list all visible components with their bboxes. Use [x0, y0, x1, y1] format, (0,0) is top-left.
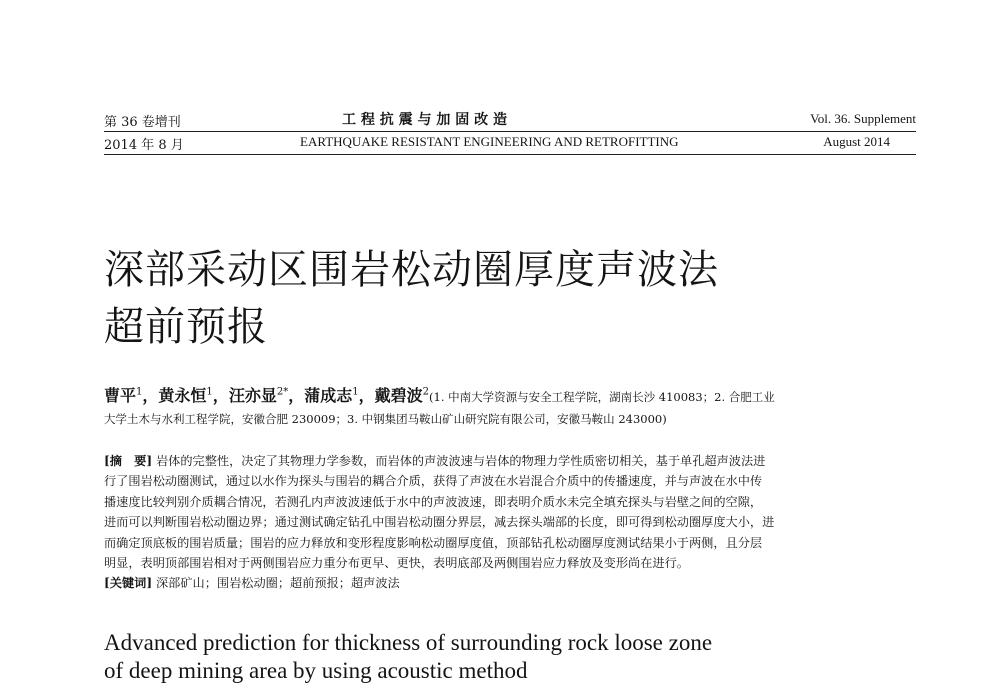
title-cn-line2: 超前预报 — [104, 304, 268, 350]
author-line — [104, 383, 775, 406]
author-sup: 1 — [352, 386, 359, 398]
volume-en: Vol. 36. Supplement — [810, 111, 916, 126]
abstract-line: 进而可以判断围岩松动圈边界；通过测试确定钻孔中围岩松动圈分界层，减去探头端部的长度，即可得到松动圈厚度大小，进 — [104, 515, 775, 530]
title-en-line1: Advanced prediction for thickness of surrounding rock loose zone — [104, 630, 713, 655]
author-name: 戴碧波 — [374, 386, 423, 405]
journal-title-cn: 工 程 抗 震 与 加 固 改 造 — [342, 112, 507, 128]
header-rule-top — [104, 131, 916, 132]
author-name: 黄永恒 — [158, 386, 207, 405]
keywords-label: [关键词] — [104, 576, 153, 591]
volume-cn: 第 36 卷增刊 — [104, 115, 181, 130]
abstract-line: 而确定顶底板的围岩质量；围岩的应力释放和变形程度影响松动圈厚度值，顶部钻孔松动圈厚度测试结果小于两侧，且分层 — [104, 535, 763, 550]
title-en-line2: of deep mining area by using acoustic method — [104, 658, 528, 683]
abstract-text: 岩体的完整性，决定了其物理力学参数，而岩体的声波波速与岩体的物理力学性质密切相关，基于单孔超声波法进 — [155, 454, 766, 468]
journal-title-en: EARTHQUAKE RESISTANT ENGINEERING AND RETROFITTING — [300, 134, 679, 149]
affiliation-line2: 大学土木与水利工程学院，安徽合肥 230009；3. 中钢集团马鞍山矿山研究院有限公司，安徽马鞍山 243000) — [104, 412, 667, 426]
header-rule-bottom — [104, 154, 916, 155]
author-sup: 2* — [276, 386, 289, 398]
title-cn-line1: 深部采动区围岩松动圈厚度声波法 — [104, 247, 719, 293]
abstract-line: 播速度比较判别介质耦合情况，若测孔内声波波速低于水中的声波波速，即表明介质水未完全填充探头与岩壁之间的空隙， — [104, 494, 763, 509]
author-separator: ， — [288, 386, 305, 405]
abstract-line: 明显，表明顶部围岩相对于两侧围岩应力重分布更早、更快，表明底部及两侧围岩应力释放及变形尚在进行。 — [104, 555, 689, 570]
abstract — [104, 451, 916, 594]
affiliation-line1: (1. 中南大学资源与安全工程学院，湖南长沙 410083；2. 合肥工业 — [429, 390, 775, 404]
abstract-line: 行了围岩松动圈测试，通过以水作为探头与围岩的耦合介质，获得了声波在水岩混合介质中的传播速度，并与声波在水中传 — [104, 474, 763, 489]
author-sup: 1 — [136, 386, 143, 398]
author-separator: ， — [212, 386, 229, 405]
author-separator: ， — [358, 386, 375, 405]
date-cn: 2014 年 8 月 — [104, 138, 184, 153]
author-sup: 2 — [422, 386, 430, 398]
author-name: 曹平 — [104, 386, 137, 405]
author-name: 蒲成志 — [304, 386, 353, 405]
author-name: 汪亦显 — [228, 386, 277, 405]
author-sup: 1 — [206, 386, 213, 398]
abstract-label: [摘 要] — [104, 454, 153, 468]
keywords-text: 深部矿山；围岩松动圈；超前预报；超声波法 — [155, 576, 400, 591]
date-en: August 2014 — [823, 134, 890, 149]
keywords-line — [104, 573, 916, 593]
author-separator: ， — [142, 386, 159, 405]
abstract-line — [104, 451, 916, 471]
